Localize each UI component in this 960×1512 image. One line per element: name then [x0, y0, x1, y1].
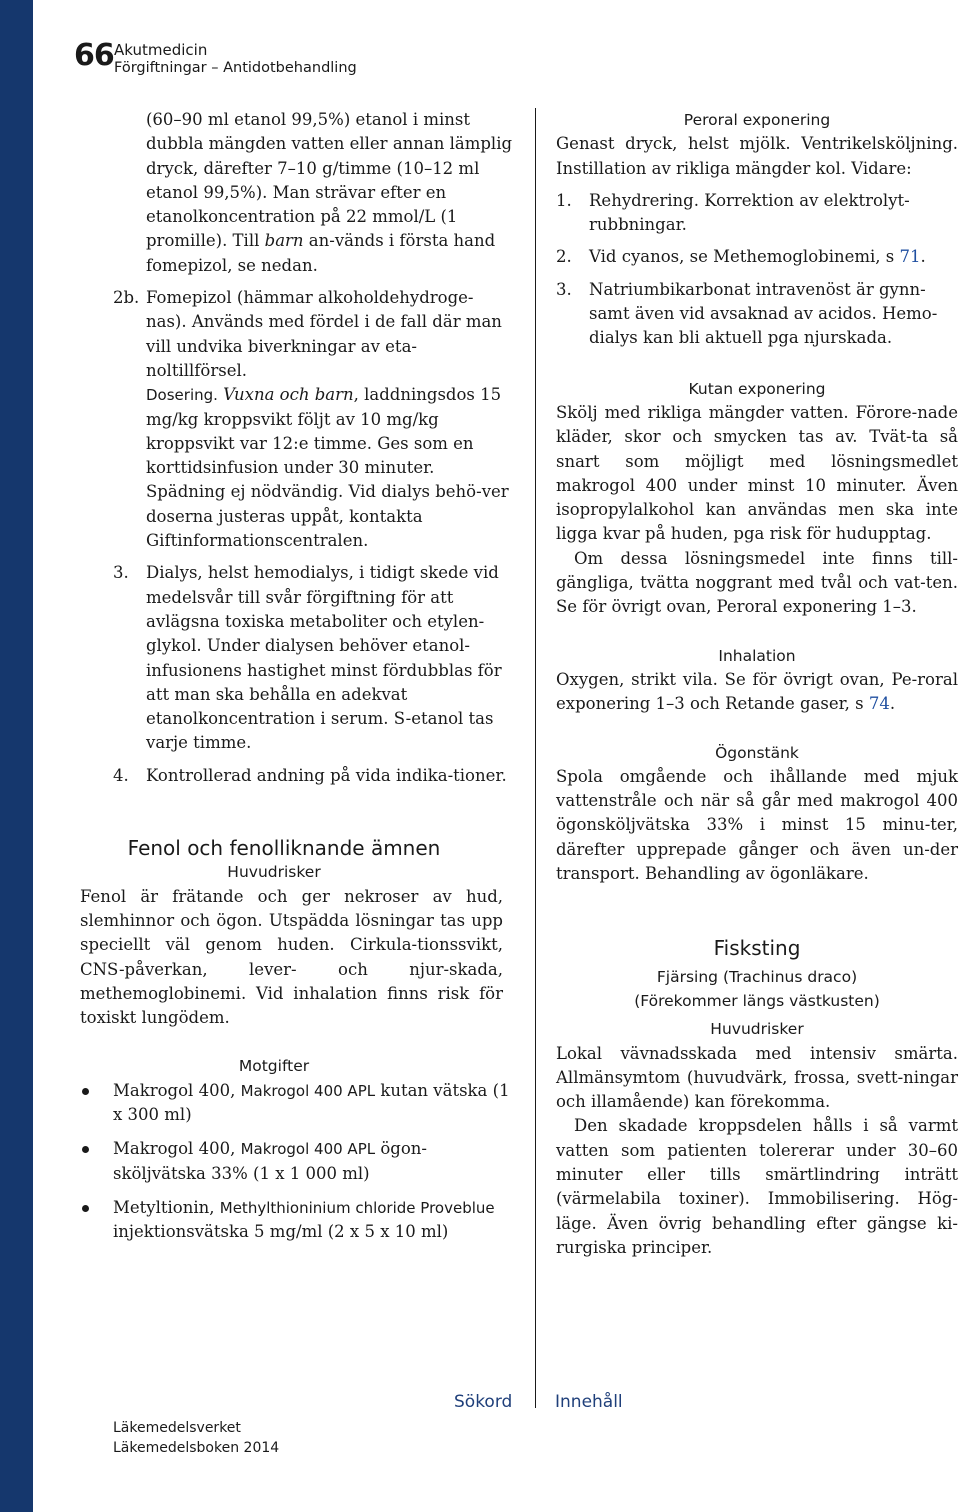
fenol-subheading: Huvudrisker	[227, 863, 321, 882]
item-3	[113, 561, 513, 755]
page-edge-bar	[0, 0, 33, 1512]
fisksting-text-2: Den skadade kroppsdelen hålls i så varmt vatten som patienten tolererar under 30–60 minuter eller tills smärtlindring inträtt (värmelabila toxiner). Immobilisering. Hög-läge. Även övrig behandling efter gängse ki-rurgiska principer.	[556, 1116, 958, 1257]
item-number: 2b.	[113, 288, 140, 308]
bullet-icon	[82, 1088, 89, 1095]
footer-publisher: Läkemedelsverket	[113, 1420, 241, 1436]
fenol-heading: Fenol och fenolliknande ämnen	[127, 836, 441, 861]
column-divider	[535, 108, 536, 1408]
kutan-text-1: Skölj med rikliga mängder vatten. Förore-nade kläder, skor och smycken tas av. Tvät-ta så snart som möjligt med lösningsmedlet makrogol 400 under minst 10 minuter. Även isopropylalkohol kan användas men ska inte ligga kvar på huden, pga risk för hudupptag.	[556, 402, 958, 544]
ogonstank-heading: Ögonstänk	[715, 743, 799, 762]
dosage-paragraph: Dosering. Vuxna och barn, laddningsdos 15 mg/kg kroppsvikt följt av 10 mg/kg kroppsvikt var 12:e timme. Ges som en korttidsinfusion under 30 minuter. Spädning ej nödvändig. Vid dialys behö-ver doserna justeras uppåt, kontakta Giftinformationscentralen.	[146, 385, 509, 551]
footer-book: Läkemedelsboken 2014	[113, 1440, 280, 1456]
ogonstank-text: Spola omgående och ihållande med mjuk vattenstråle och när så går med makrogol 400 ögonsköljvätska 33% i minst 15 minu-ter, därefter upprepade gånger och även un-der transport. Behandling av ögonläkare.	[556, 766, 958, 884]
search-link[interactable]: Sökord	[454, 1392, 513, 1412]
inhalation-heading: Inhalation	[718, 646, 796, 665]
motgifter-heading: Motgifter	[238, 1057, 310, 1076]
page-link-74[interactable]: 74	[868, 694, 890, 714]
page-footer	[113, 1418, 279, 1458]
fisksting-heading: Fisksting	[713, 936, 801, 961]
left-column	[80, 108, 513, 1244]
peroral-text: Genast dryck, helst mjölk. Ventrikelsköljning. Instillation av rikliga mängder kol. Vidare:	[556, 134, 958, 178]
peroral-item-2: 2. Vid cyanos, se Methemoglobinemi, s 71.	[556, 247, 926, 267]
section-subtitle: Förgiftningar – Antidotbehandling	[114, 60, 357, 76]
fisksting-subheading: Fjärsing (Trachinus draco)	[656, 967, 858, 986]
item-text: Fomepizol (hämmar alkoholdehydroge-nas). Används med fördel i de fall där man vill undvika biverkningar av eta-noltillförsel.	[146, 288, 502, 380]
antidote-item: Makrogol 400, Makrogol 400 APL kutan vätska (1 x 300 ml)	[80, 1079, 513, 1128]
kutan-text-2: Om dessa lösningsmedel inte finns till-gängliga, tvätta noggrant med tvål och vat-ten. Se för övrigt ovan, Peroral exponering 1–3.	[556, 548, 958, 617]
peroral-item-1: 1. Rehydrering. Korrektion av elektrolyt-rubbningar.	[556, 190, 910, 235]
page-number: 66	[74, 38, 114, 73]
item-text: Kontrollerad andning på vida indika-tioner.	[146, 765, 507, 785]
item-number: 3.	[113, 563, 129, 583]
section-title: Akutmedicin	[114, 41, 208, 59]
contents-link[interactable]: Innehåll	[555, 1392, 623, 1412]
item-text: Dialys, helst hemodialys, i tidigt skede vid medelsvår till svår förgiftning för att avlägsna toxiska metaboliter och etylen-glykol. Under dialysen behöver etanol-infusionens hastighet minst fördubblas för att man ska behålla en adekvat etanolkoncentration i serum. S-etanol tas varje timme.	[146, 563, 502, 753]
kutan-heading: Kutan exponering	[688, 379, 826, 398]
bullet-icon	[82, 1205, 89, 1212]
fisksting-text-1: Lokal vävnadsskada med intensiv smärta. Allmänsymtom (huvudvärk, frossa, svett-ningar och illamående) kan förekomma.	[556, 1043, 958, 1112]
peroral-heading: Peroral exponering	[683, 111, 831, 129]
right-column	[556, 108, 958, 1260]
antidote-item: Makrogol 400, Makrogol 400 APL ögon-sköljvätska 33% (1 x 1 000 ml)	[80, 1137, 513, 1186]
page-link-71[interactable]: 71	[899, 247, 921, 267]
item-4	[113, 764, 513, 788]
fisksting-note: (Förekommer längs västkusten)	[634, 991, 880, 1010]
dosage-label: Dosering.	[146, 386, 218, 405]
inhalation-text: Oxygen, strikt vila. Se för övrigt ovan, Pe-roral exponering 1–3 och Retande gaser, s 74.	[556, 669, 958, 714]
antidote-item: Metyltionin, Methylthioninium chloride Proveblue injektionsvätska 5 mg/ml (2 x 5 x 10 ml)	[80, 1196, 513, 1245]
fisksting-risk-heading: Huvudrisker	[710, 1020, 804, 1039]
item-number: 4.	[113, 765, 129, 785]
fenol-text: Fenol är frätande och ger nekroser av hud, slemhinnor och ögon. Utspädda lösningar tas upp speciellt väl genom huden. Cirkula-tionssvikt, CNS-påverkan, lever- och njur-skada, methemoglobinemi. Vid inhalation finns risk för toxiskt lungödem.	[80, 886, 503, 1028]
ethanol-paragraph: (60–90 ml etanol 99,5%) etanol i minst dubbla mängden vatten eller annan lämplig dryck, därefter 7–10 g/timme (10–12 ml etanol 99,5%). Man strävar efter en etanolkoncentration på 22 mmol/L (1 promille). Till barn an-vänds i första hand fomepizol, se nedan.	[146, 110, 513, 275]
bullet-icon	[82, 1146, 89, 1153]
item-2b	[113, 286, 513, 383]
peroral-item-3: 3. Natriumbikarbonat intravenöst är gynn-samt även vid avsaknad av acidos. Hemo-dialys kan bli aktuell pga njurskada.	[556, 279, 938, 348]
